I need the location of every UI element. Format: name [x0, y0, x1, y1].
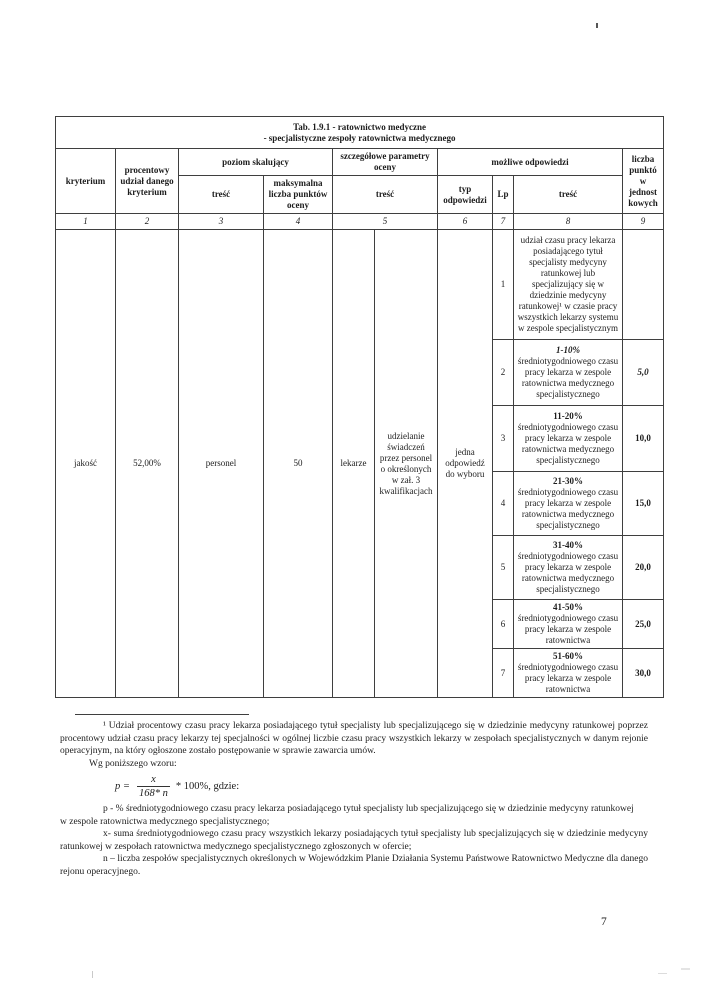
- scan-artifact: [658, 973, 667, 974]
- answer-lp: 1: [493, 230, 514, 340]
- header-kryterium: kryterium: [56, 149, 116, 214]
- header-udzial: procentowy udział danego kryterium: [116, 149, 179, 214]
- answer-range: 51-60%: [553, 651, 583, 661]
- table-title-line1: Tab. 1.9.1 - ratownictwo medyczne: [293, 121, 426, 132]
- answer-text: 21-30% średniotygodniowego czasu pracy lekarza w zespole ratownictwa medycznego specjalistycznego: [514, 472, 623, 536]
- answer-range: 11-20%: [553, 411, 583, 421]
- col-number: 4: [264, 214, 333, 230]
- answer-range: 41-50%: [553, 602, 583, 612]
- body-kryterium: jakość: [56, 230, 116, 698]
- col-number: 8: [514, 214, 623, 230]
- answer-points: 5,0: [623, 340, 664, 406]
- col-number: 7: [493, 214, 514, 230]
- criteria-table: [55, 116, 664, 698]
- formula-denominator: 168* n: [138, 788, 168, 799]
- formula-suffix: * 100%: [175, 780, 209, 792]
- table-title: [56, 117, 664, 149]
- answer-lp: 6: [493, 600, 514, 649]
- col-number: 6: [438, 214, 493, 230]
- formula: [115, 774, 648, 799]
- answer-points: 30,0: [623, 649, 664, 698]
- definition-p-cont: w zespole ratownictwa medycznego specjalistycznego;: [60, 816, 270, 827]
- table-title-row: [56, 117, 664, 149]
- answer-text: 41-50% średniotygodniowego czasu pracy lekarza w zespole ratownictwa: [514, 600, 623, 649]
- formula-fraction: [137, 774, 170, 799]
- formula-where: , gdzie:: [208, 780, 240, 792]
- scan-artifact: [596, 23, 598, 28]
- formula-intro: Wg poniższego wzoru:: [89, 758, 177, 769]
- answer-range: 21-30%: [553, 476, 583, 486]
- header-parametry-group: szczegółowe parametry oceny: [333, 149, 438, 176]
- col-number: 9: [623, 214, 664, 230]
- col-number: 5: [333, 214, 438, 230]
- definition-p: p - % średniotygodniowego czasu pracy lekarza posiadającego tytuł specjalisty lub specjalizującego się w dziedzinie medycyny ratunkowej: [103, 804, 634, 814]
- header-tresc: treść: [514, 176, 623, 214]
- answer-lp: 2: [493, 340, 514, 406]
- body-parametry-tresc: udzielanie świadczeń przez personel o określonych w zał. 3 kwalifikacjach: [375, 230, 438, 698]
- col-number: 2: [116, 214, 179, 230]
- formula-numerator: x: [137, 774, 170, 787]
- header-odpowiedzi-group: możliwe odpowiedzi: [438, 149, 623, 176]
- formula-lhs: p =: [115, 780, 130, 792]
- header-poziom-group: poziom skalujący: [179, 149, 333, 176]
- header-typ: typ odpowiedzi: [438, 176, 493, 214]
- body-parametry-grupa: lekarze: [333, 230, 375, 698]
- answer-points: 20,0: [623, 536, 664, 600]
- answer-lp: 5: [493, 536, 514, 600]
- body-poziom-max: 50: [264, 230, 333, 698]
- body-udzial: 52,00%: [116, 230, 179, 698]
- page-number: 7: [601, 916, 607, 928]
- answer-text: 31-40% średniotygodniowego czasu pracy lekarza w zespole ratownictwa medycznego specjalistycznego: [514, 536, 623, 600]
- answer-lp: 7: [493, 649, 514, 698]
- scan-artifact: [681, 968, 690, 970]
- col-number: 3: [179, 214, 264, 230]
- footnote-1: ¹ Udział procentowy czasu pracy lekarza posiadającego tytuł specjalisty lub specjalizującego się w dziedzinie medycyny ratunkowej poprzez procentowy udział czasu pracy lekarzy tej specjalności w ogólnej liczbie czasu pracy wszystkich lekarzy w zespołach specjalistycznych w danym rejonie operacyjnym, na który ogłoszone zostało postępowanie w sprawie zawarcia umów.: [60, 721, 648, 756]
- body-poziom-tresc: personel: [179, 230, 264, 698]
- answer-text: 11-20% średniotygodniowego czasu pracy lekarza w zespole ratownictwa medycznego specjalistycznego: [514, 406, 623, 472]
- header-row-groups: [56, 149, 664, 176]
- answer-points: 15,0: [623, 472, 664, 536]
- column-numbers-row: [56, 214, 664, 230]
- answer-text: 1-10% średniotygodniowego czasu pracy lekarza w zespole ratownictwa medycznego specjalistycznego: [514, 340, 623, 406]
- scan-artifact: [92, 971, 93, 978]
- header-poziom-max: maksymalna liczba punktów oceny: [264, 176, 333, 214]
- footnotes: [60, 714, 648, 878]
- answer-points: [623, 230, 664, 340]
- answer-lp: 4: [493, 472, 514, 536]
- answer-points: 25,0: [623, 600, 664, 649]
- answer-points: 10,0: [623, 406, 664, 472]
- answer-row: [56, 230, 664, 340]
- definition-n: n – liczba zespołów specjalistycznych określonych w Wojewódzkim Planie Działania Systemu Państwowe Ratownictwo Medyczne dla danego rejonu operacyjnego.: [60, 854, 648, 877]
- answer-range: 1-10%: [556, 345, 580, 355]
- answer-range: 31-40%: [553, 540, 583, 550]
- header-parametry-tresc: treść: [333, 176, 438, 214]
- header-lp: Lp: [493, 176, 514, 214]
- header-punkty: liczba punktó w jednost kowych: [623, 149, 664, 214]
- header-poziom-tresc: treść: [179, 176, 264, 214]
- col-number: 1: [56, 214, 116, 230]
- answer-lp: 3: [493, 406, 514, 472]
- answer-text: 51-60% średniotygodniowego czasu pracy lekarza w zespole ratownictwa: [514, 649, 623, 698]
- answer-text: udział czasu pracy lekarza posiadającego tytuł specjalisty medycyny ratunkowej lub specjalizujący się w dziedzinie medycyny ratunkowej¹ w czasie pracy wszystkich lekarzy systemu w zespole specjalistycznym: [514, 230, 623, 340]
- footnote-rule: [75, 714, 249, 715]
- definition-x: x- suma średniotygodniowego czasu pracy wszystkich lekarzy posiadających tytuł specjalisty lub specjalizujących się w dziedzinie medycyny ratunkowej w zespołach ratownictwa medycznego specjalistycznego zgłoszonych w ofercie;: [60, 829, 648, 852]
- body-typ-odpowiedzi: jedna odpowiedź do wyboru: [438, 230, 493, 698]
- table-title-line2: - specjalistyczne zespoły ratownictwa medycznego: [263, 132, 456, 143]
